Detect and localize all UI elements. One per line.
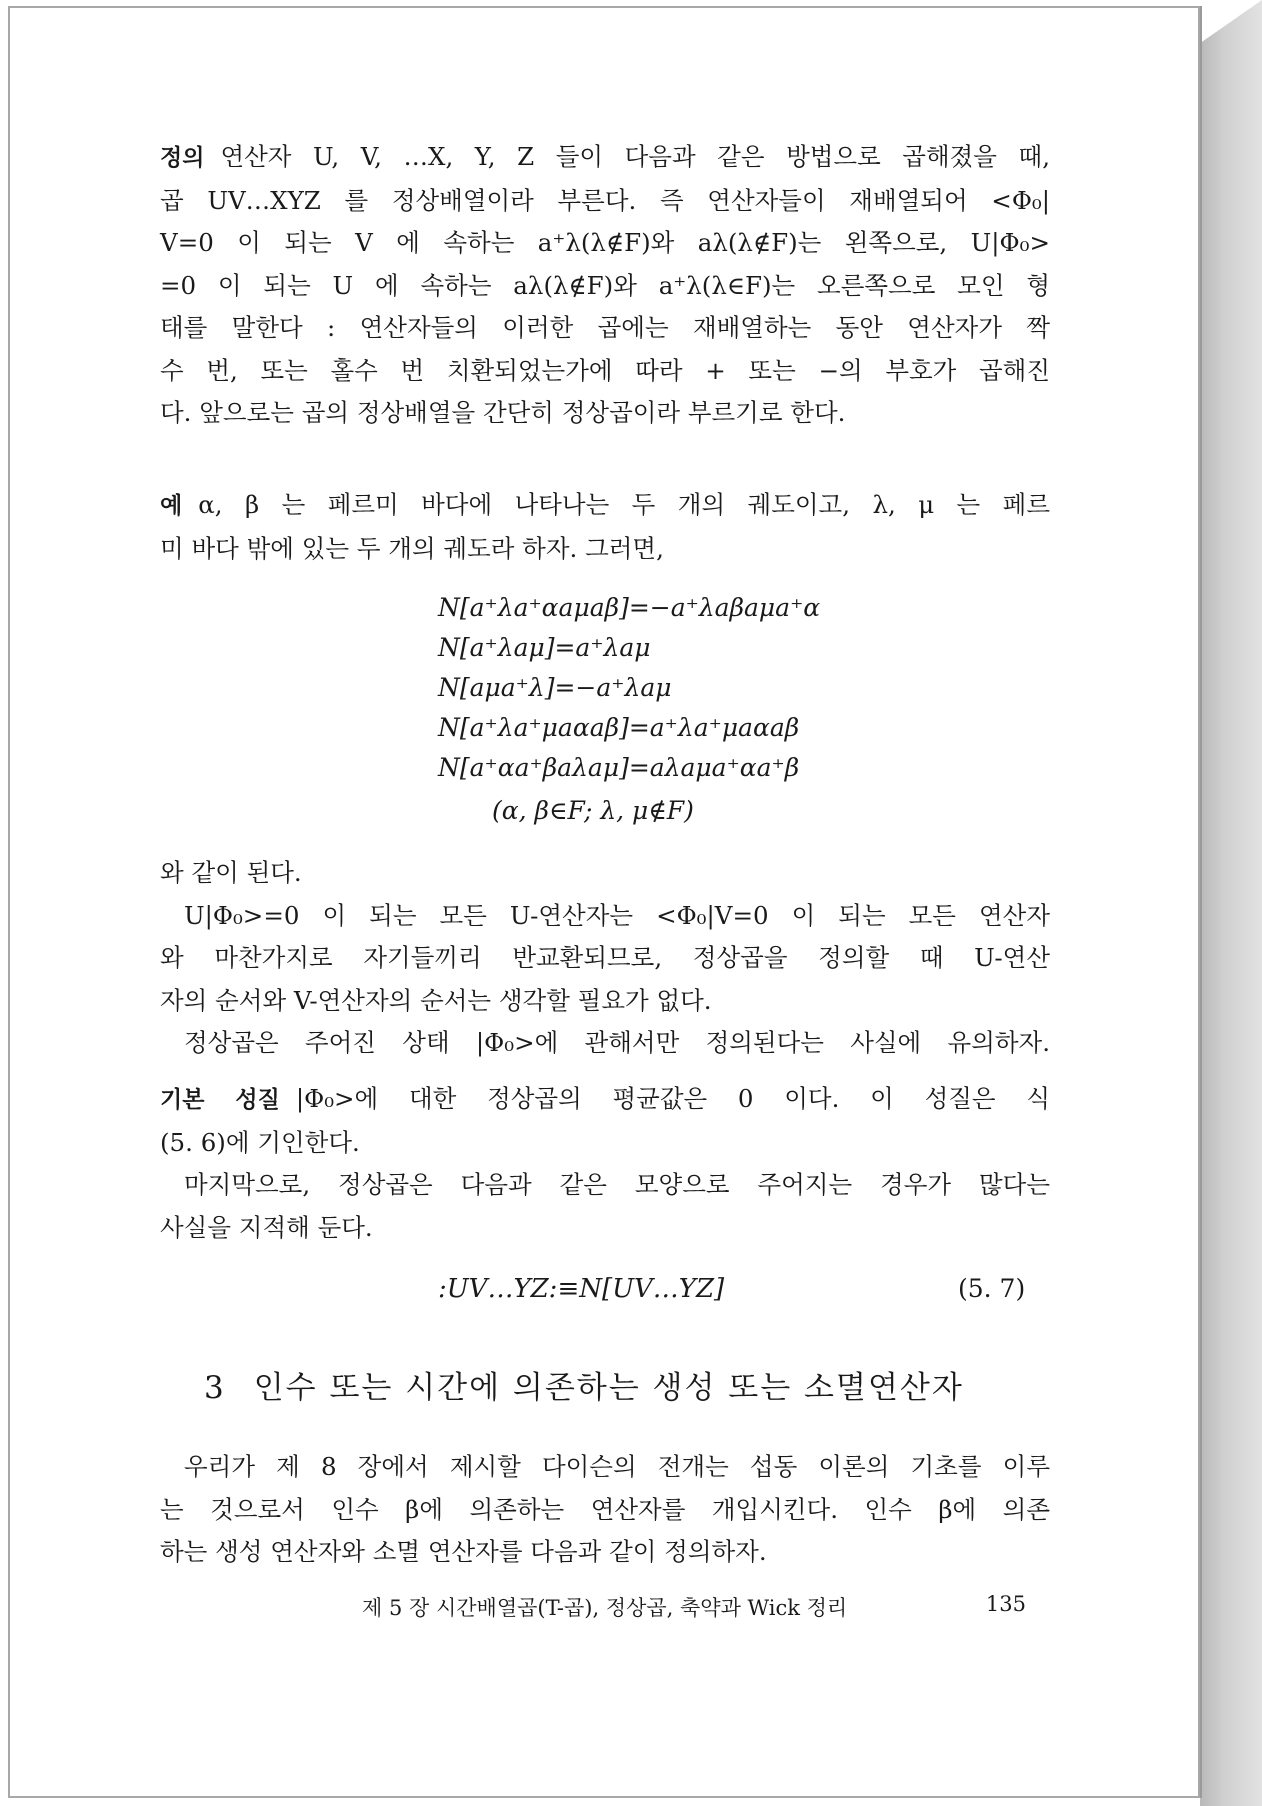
section-number: 3 [204, 1370, 226, 1406]
page-number: 135 [985, 1592, 1026, 1616]
equation: N[a⁺λaμ]=a⁺λaμ [438, 633, 651, 662]
after-line-5: 정상곱은 주어진 상태 |Φ₀>에 관해서만 정의된다는 사실에 유의하자. [184, 1028, 1050, 1057]
basic-property-paragraph [160, 1078, 1050, 1249]
page-corner-cut [1196, 0, 1262, 46]
after-equations-paragraph [160, 852, 1050, 1065]
property-line-2: (5. 6)에 기인한다. [160, 1127, 360, 1157]
example-paragraph [160, 484, 1050, 570]
equation: N[a⁺λa⁺αaμaβ]=−a⁺λaβaμa⁺α [438, 593, 821, 622]
definition-line-5: 태를 말한다 : 연산자들의 이러한 곱에는 재배열하는 동안 연산자가 짝 [160, 313, 1050, 342]
equation: N[a⁺λa⁺μaαaβ]=a⁺λa⁺μaαaβ [438, 713, 800, 742]
basic-property-term: 기본 성질 [160, 1087, 280, 1113]
definition-line-1: 정의 연산자 U, V, …X, Y, Z 들이 다음과 같은 방법으로 곱해졌을 때, [160, 142, 1050, 171]
section-heading [204, 1362, 964, 1407]
equation-condition: (α, β∈F; λ, μ∉F) [492, 796, 694, 825]
property-line-1: 기본 성질 |Φ₀>에 대한 정상곱의 평균값은 0 이다. 이 성질은 식 [160, 1084, 1050, 1113]
section-body-paragraph [160, 1446, 1050, 1574]
definition-line-2: 곱 UV…XYZ 를 정상배열이라 부른다. 즉 연산자들이 재배열되어 <Φ₀| [160, 185, 1050, 215]
section-body-line-3: 하는 생성 연산자와 소멸 연산자를 다음과 같이 정의하자. [160, 1537, 767, 1566]
definition-line-3: V=0 이 되는 V 에 속하는 a⁺λ(λ∉F)와 aλ(λ∉F)는 왼쪽으로, U|Φ₀> [160, 228, 1050, 257]
after-line-2: U|Φ₀>=0 이 되는 모든 U-연산자는 <Φ₀|V=0 이 되는 모든 연산자 [184, 900, 1050, 930]
property-line-3: 마지막으로, 정상곱은 다음과 같은 모양으로 주어지는 경우가 많다는 [184, 1170, 1050, 1199]
normal-product-equation: :UV…YZ:≡N[UV…YZ] [438, 1274, 725, 1304]
running-footer [362, 1592, 1026, 1622]
definition-line-4: =0 이 되는 U 에 속하는 aλ(λ∉F)와 a⁺λ(λ∈F)는 오른쪽으로 모인 형 [160, 270, 1050, 300]
section-title: 인수 또는 시간에 의존하는 생성 또는 소멸연산자 [253, 1370, 964, 1406]
example-line-1: 예 α, β 는 페르미 바다에 나타나는 두 개의 궤도이고, λ, μ 는 페르 [160, 490, 1050, 519]
after-line-3: 와 마찬가지로 자기들끼리 반교환되므로, 정상곱을 정의할 때 U-연산 [160, 943, 1050, 972]
page-edge-shadow [1200, 0, 1262, 1806]
section-body-line-1: 우리가 제 8 장에서 제시할 다이슨의 전개는 섭동 이론의 기초를 이루 [184, 1452, 1050, 1481]
footer-chapter: 제 5 장 시간배열곱(T-곱), 정상곱, 축약과 Wick 정리 [362, 1596, 848, 1620]
property-line-4: 사실을 지적해 둔다. [160, 1212, 373, 1242]
definition-term: 정의 [160, 145, 205, 171]
definition-line-6: 수 번, 또는 홀수 번 치환되었는가에 따라 + 또는 −의 부호가 곱해진 [160, 355, 1050, 385]
definition-paragraph [160, 136, 1050, 435]
equation-number: (5. 7) [958, 1274, 1026, 1303]
example-term: 예 [160, 493, 183, 519]
after-line-1: 와 같이 된다. [160, 858, 302, 887]
after-line-4: 자의 순서와 V-연산자의 순서는 생각할 필요가 없다. [160, 985, 712, 1015]
equation: N[a⁺αa⁺βaλaμ]=aλaμa⁺αa⁺β [438, 753, 800, 782]
equation: N[aμa⁺λ]=−a⁺λaμ [438, 673, 672, 702]
example-line-2: 미 바다 밖에 있는 두 개의 궤도라 하자. 그러면, [160, 533, 664, 563]
section-body-line-2: 는 것으로서 인수 β에 의존하는 연산자를 개입시킨다. 인수 β에 의존 [160, 1494, 1050, 1524]
normal-order-equations [438, 588, 858, 788]
definition-line-7: 다. 앞으로는 곱의 정상배열을 간단히 정상곱이라 부르기로 한다. [160, 398, 846, 427]
